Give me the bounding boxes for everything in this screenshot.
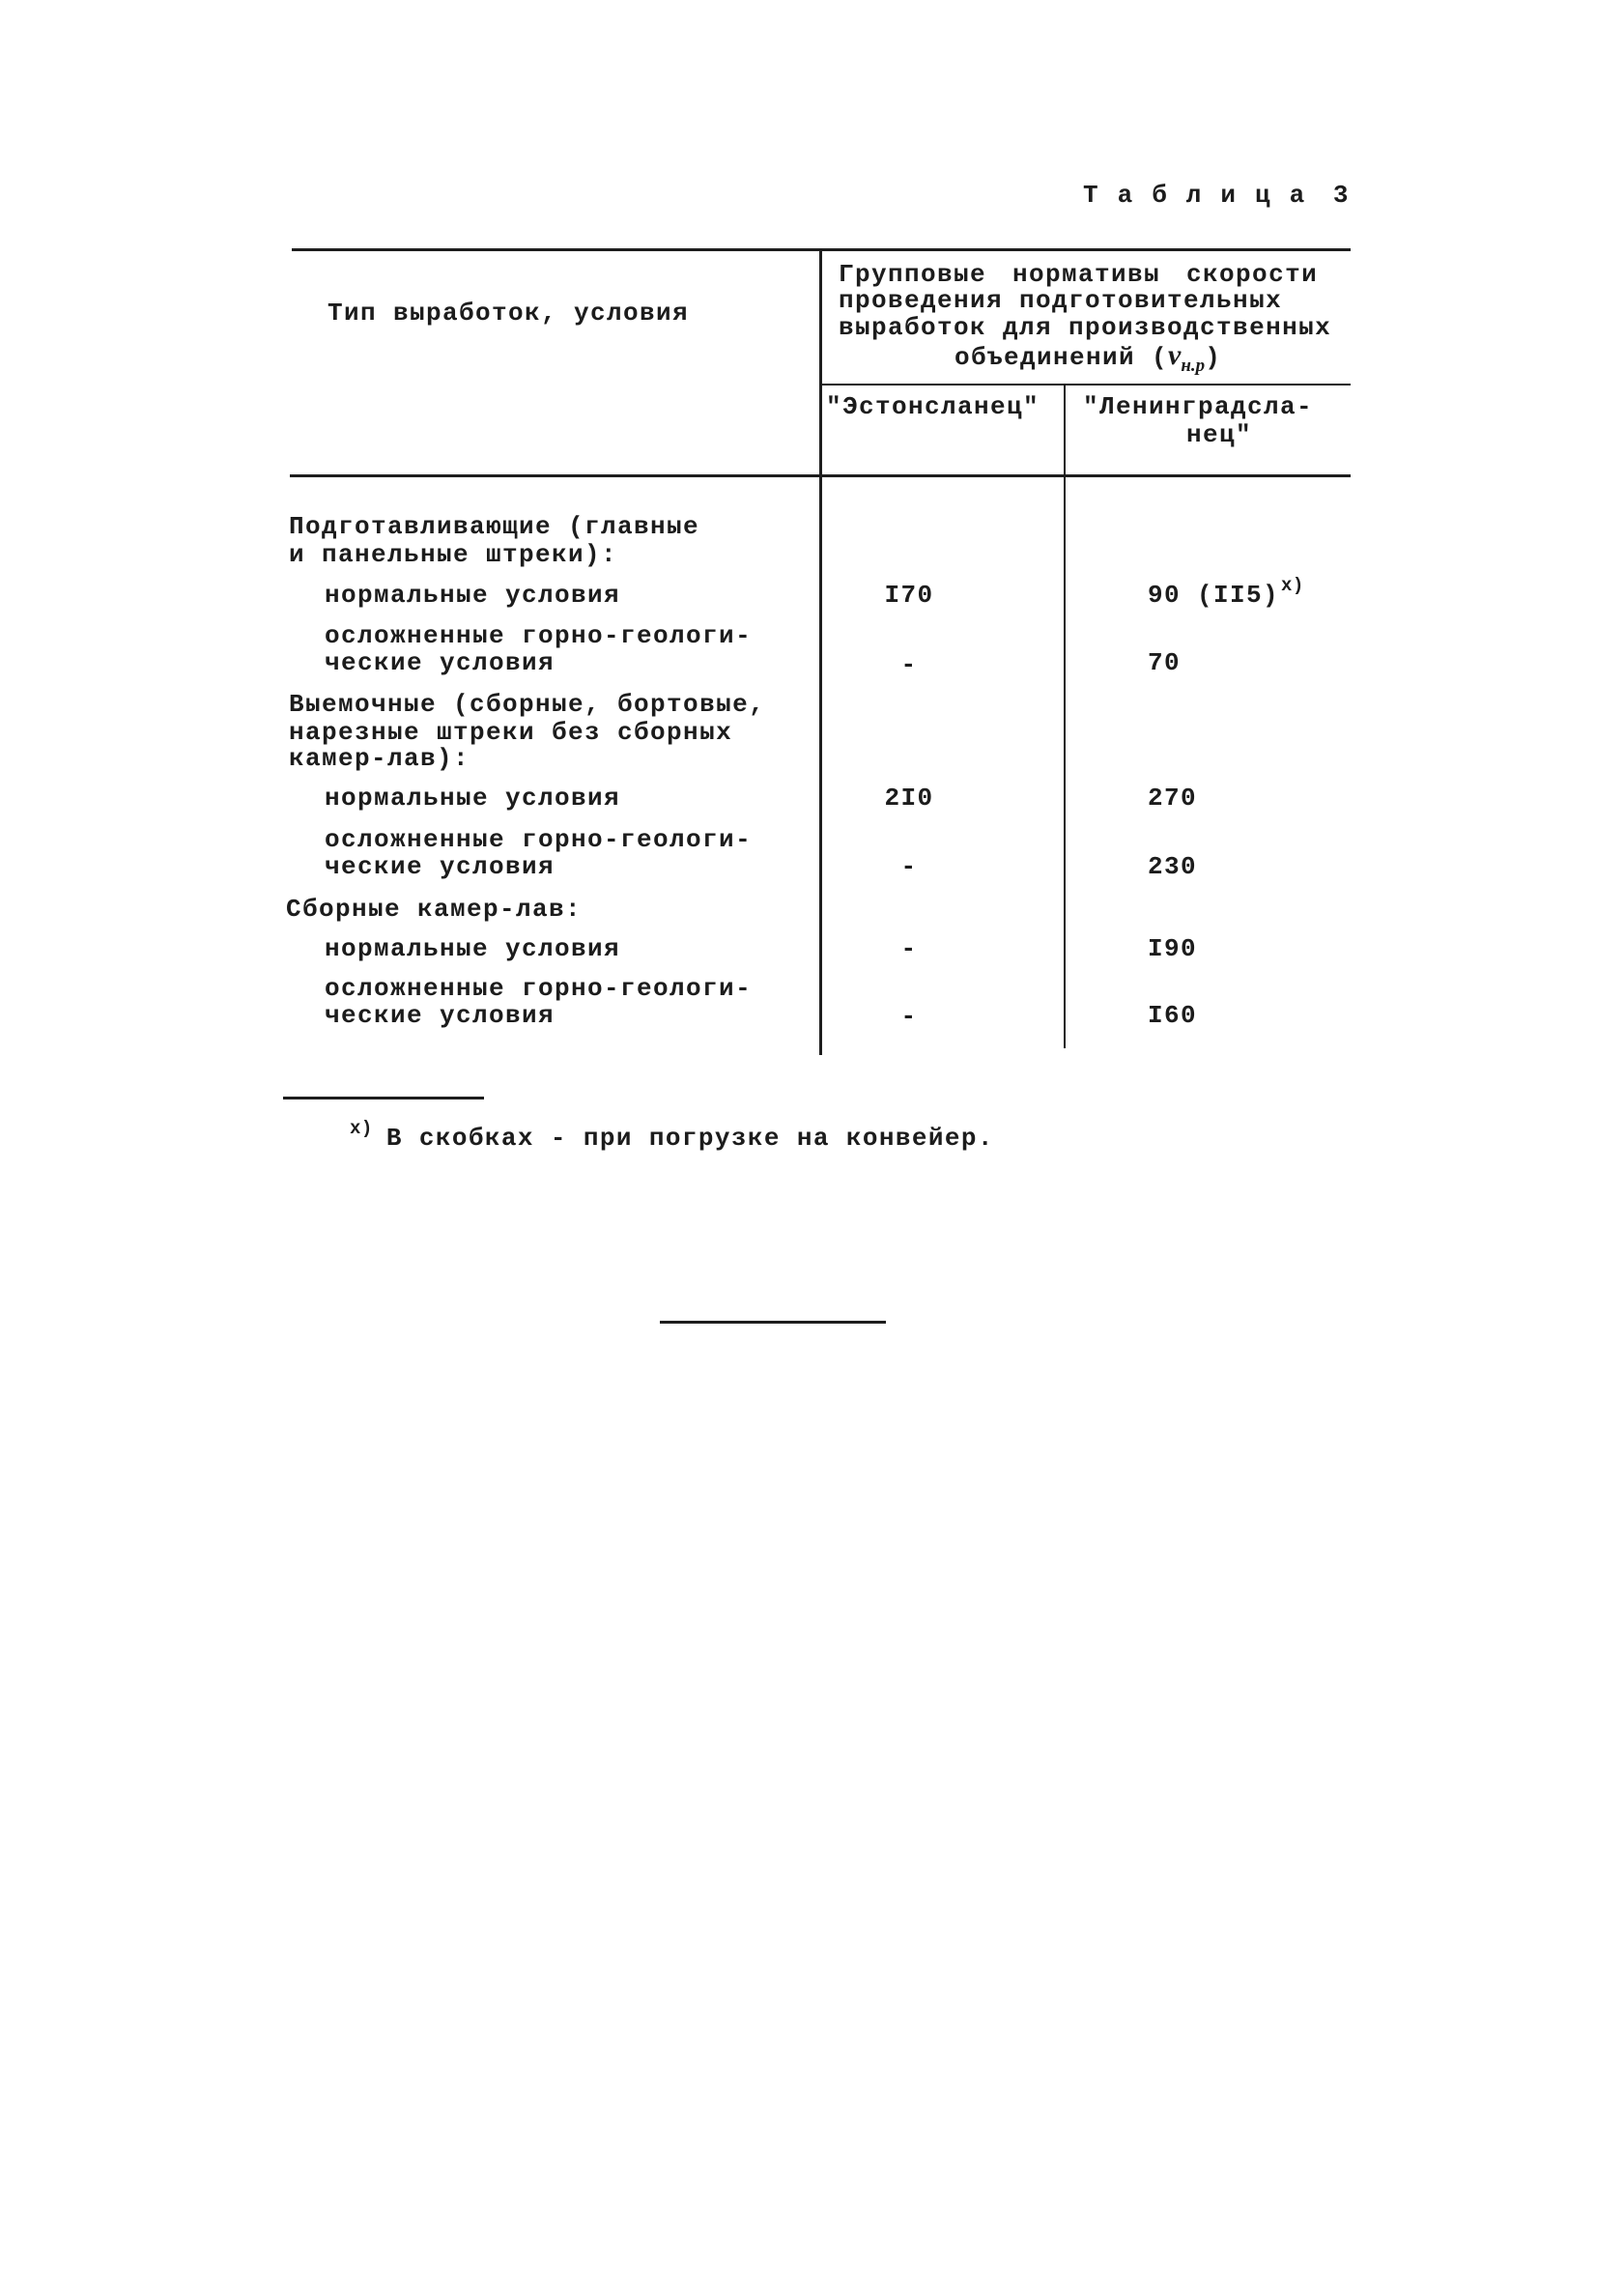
table-title: Таблица 3 <box>1083 181 1368 210</box>
cell-leningradslanets: 230 <box>1148 852 1198 881</box>
footnote-rule <box>283 1097 484 1099</box>
cell-leningradslanets: 270 <box>1148 784 1198 813</box>
row-label: нормальные условия <box>325 934 621 963</box>
subheader-leningradslanets: "Ленинградсла- <box>1083 392 1314 421</box>
footnote <box>350 1118 994 1153</box>
row-group-label: нарезные штреки без сборных <box>289 718 733 747</box>
row-label: нормальные условия <box>325 784 621 813</box>
row-label: осложненные горно-геологи- <box>325 974 753 1003</box>
column-divider-main <box>819 248 822 1055</box>
row-group-label: и панельные штреки): <box>289 540 618 569</box>
group-header-line-last <box>954 339 1222 376</box>
row-label: ческие условия <box>325 852 556 881</box>
footnote-marker: x) <box>350 1118 373 1139</box>
end-rule <box>660 1321 886 1324</box>
cell-estonslanets: - <box>900 650 918 679</box>
row-label: нормальные условия <box>325 581 621 610</box>
group-header-line: Групповые нормативы скорости <box>839 260 1319 289</box>
subheader-rule <box>819 384 1351 385</box>
cell-estonslanets: - <box>900 1002 918 1031</box>
row-group-label: камер-лав): <box>289 744 470 773</box>
cell-estonslanets: - <box>900 852 918 881</box>
row-label: ческие условия <box>325 1001 556 1030</box>
cell-leningradslanets: I90 <box>1148 934 1198 963</box>
velocity-subscript: н.р <box>1181 356 1206 376</box>
row-group-label: Выемочные (сборные, бортовые, <box>289 690 766 719</box>
row-label: осложненные горно-геологи- <box>325 621 753 650</box>
cell-leningradslanets: I60 <box>1148 1001 1198 1030</box>
column-header-type: Тип выработок, условия <box>328 299 690 328</box>
group-header-text: объединений ( <box>954 343 1169 372</box>
cell-estonslanets: I70 <box>884 581 934 610</box>
cell-estonslanets: 2I0 <box>884 784 934 813</box>
cell-leningradslanets <box>1148 575 1304 610</box>
group-header-line: проведения подготовительных <box>839 286 1283 315</box>
row-label: ческие условия <box>325 648 556 677</box>
column-divider-sub <box>1064 384 1066 1048</box>
footnote-marker: x) <box>1281 575 1304 596</box>
row-group-label: Подготавливающие (главные <box>289 512 700 541</box>
subheader-estonslanets: "Эстонсланец" <box>826 392 1040 421</box>
row-label: осложненные горно-геологи- <box>325 825 753 854</box>
subheader-leningradslanets: нец" <box>1186 420 1253 449</box>
group-header-line: выработок для производственных <box>839 313 1332 342</box>
row-group-label: Сборные камер-лав: <box>286 895 583 924</box>
footnote-text: В скобках - при погрузке на конвейер. <box>385 1124 994 1153</box>
cell-estonslanets: - <box>900 934 918 963</box>
cell-value: 90 (II5) <box>1148 581 1280 610</box>
cell-leningradslanets: 70 <box>1148 648 1182 677</box>
group-header-text-close: ) <box>1205 343 1222 372</box>
velocity-symbol: v <box>1168 339 1182 371</box>
